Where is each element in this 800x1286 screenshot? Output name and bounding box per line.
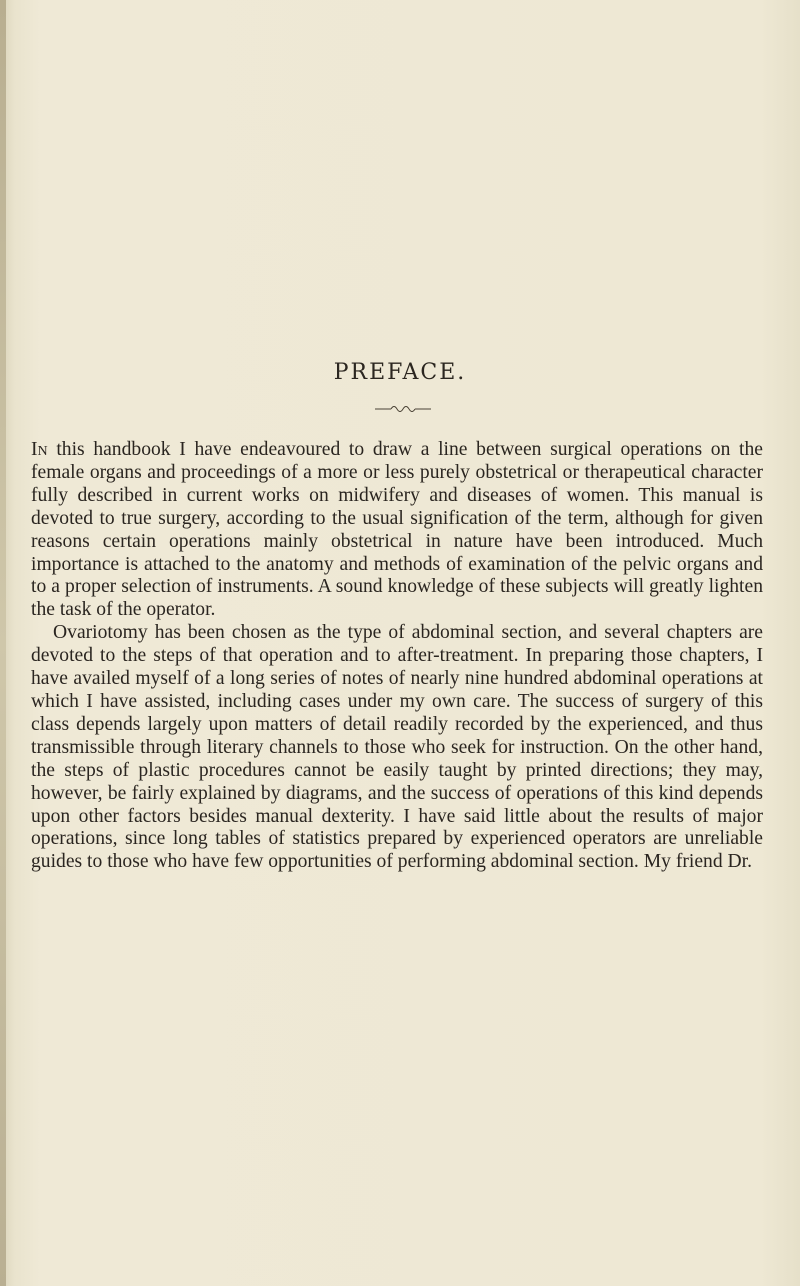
paragraph-lead-in: In [31, 439, 48, 460]
ornament-divider-icon [373, 403, 433, 413]
paragraph-2: Ovariotomy has been chosen as the type of abdominal section, and several chapters are devoted to the steps of that operation and to after-treatment. In preparing those chapters, I have availed myself of a long series of notes of nearly nine hundred abdominal operations at which I have assisted, including cases under my own care. The success of surgery of this class depends largely upon matters of detail readily recorded by the experienced, and thus transmissible through literary channels to those who seek for instruction. On the other hand, the steps of plastic procedures cannot be easily taught by printed directions; they may, however, be fairly explained by diagrams, and the success of operations of this kind depends upon other factors besides manual dexterity. I have said little about the results of major operations, since long tables of statistics prepared by experienced operators are unreliable guides to those who have few opportunities of performing abdominal section. My friend Dr. [31, 622, 763, 873]
paragraph-1 [31, 439, 763, 622]
preface-body [31, 439, 763, 874]
paragraph-1-text: this handbook I have endeavoured to draw a line between surgical operations on the female organs and proceedings of a more or less purely obstetrical or therapeutical character fully described in current works on midwifery and diseases of women. This manual is devoted to true surgery, according to the usual signification of the term, although for given reasons certain operations mainly obstetrical in nature have been introduced. Much importance is attached to the anatomy and methods of examination of the pelvic organs and to a proper selection of instruments. A sound knowledge of these subjects will greatly lighten the task of the operator. [31, 439, 763, 621]
page-binding-edge [0, 0, 6, 1286]
page-title: PREFACE. [333, 360, 467, 385]
